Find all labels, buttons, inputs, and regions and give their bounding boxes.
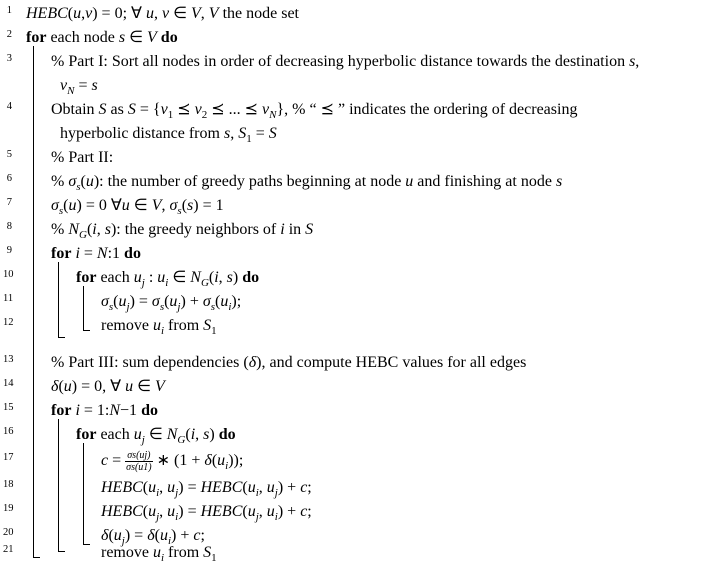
block-rule-part3-inner [83, 443, 84, 545]
line-text: HEBC(u,v) = 0; ∀ u, v ∈ V, V the node set [26, 5, 299, 22]
line-number: 17 [3, 452, 14, 463]
line-number: 4 [6, 101, 12, 112]
line-text: c = $\frac{\sigma s(uj)}{\sigma s(u1)}$ ∗ $(1 + \delta(u_i))$; [101, 449, 244, 473]
line-text: % Part I: Sort all nodes in order of decreasing hyperbolic distance towards the destination s, [51, 53, 640, 70]
line-12 [0, 314, 715, 338]
line-10 [0, 266, 715, 290]
line-7 [0, 194, 715, 218]
line-6 [0, 170, 715, 194]
line-2 [0, 26, 715, 50]
line-text: for each node s ∈ V do [26, 29, 178, 46]
line-text: remove $u_i$ from $S_1$ [101, 317, 217, 338]
line-number: 12 [3, 317, 14, 328]
line-number: 21 [3, 544, 14, 555]
line-19 [0, 500, 715, 524]
line-text: hyperbolic distance from s, $S_1 = S$ [60, 125, 277, 146]
line-14 [0, 375, 715, 399]
line-number: 19 [3, 503, 14, 514]
block-rule-part2-inner-end [83, 330, 90, 331]
line-11 [0, 290, 715, 314]
line-number: 18 [3, 479, 14, 490]
line-8 [0, 218, 715, 242]
line-9 [0, 242, 715, 266]
fraction [125, 450, 152, 473]
line-number: 13 [3, 354, 14, 365]
line-number: 16 [3, 426, 14, 437]
line-number: 1 [6, 5, 12, 16]
block-rule-outer [33, 46, 34, 558]
line-number: 11 [3, 293, 14, 304]
line-15 [0, 399, 715, 423]
line-number: 6 [6, 173, 12, 184]
line-text: $\delta(u_j) = \delta(u_i) + c$; [101, 527, 205, 548]
line-17 [0, 449, 715, 473]
fraction-numerator: σs(uj) [125, 450, 152, 462]
line-number: 3 [6, 53, 12, 64]
line-number: 8 [6, 221, 12, 232]
block-rule-part3 [58, 419, 59, 552]
block-rule-part3-inner-end [83, 544, 90, 545]
line-number: 10 [3, 269, 14, 280]
line-3 [0, 50, 715, 74]
fraction-denominator: σs(u1) [126, 461, 152, 473]
line-text: remove $u_i$ from $S_1$ [101, 544, 217, 565]
block-rule-part2-inner [83, 286, 84, 331]
line-text: % Part II: [51, 149, 114, 166]
line-21 [0, 541, 715, 565]
block-rule-part3-end [58, 551, 65, 552]
line-text: Obtain S as $S = \{v_1$ ⪯ $v_2$ ⪯ ... ⪯ $v_N$}, % “ ⪯ ” indicates the ordering of decreasing [51, 101, 578, 122]
line-number: 5 [6, 149, 12, 160]
line-text: for i = N:1 do [51, 245, 141, 262]
line-18 [0, 476, 715, 500]
line-text: for each $u_j$ : $u_i$ ∈ $N_G(i$, s) do [76, 269, 260, 290]
line-5 [0, 146, 715, 170]
block-rule-outer-end [33, 557, 40, 558]
line-number: 9 [6, 245, 12, 256]
line-16 [0, 423, 715, 447]
line-text: % $\sigma_s(u)$: the number of greedy paths beginning at node u and finishing at node s [51, 173, 563, 194]
block-rule-part2-end [58, 337, 65, 338]
line-number: 7 [6, 197, 12, 208]
line-text: $HEBC(u_j$, $u_i$) = $HEBC(u_j$, $u_i) + c$; [101, 503, 312, 524]
line-text: % $N_G(i$, s): the greedy neighbors of i in S [51, 221, 314, 242]
line-number: 2 [6, 29, 12, 40]
line-number: 15 [3, 402, 14, 413]
line-4 [0, 98, 715, 122]
line-text: $\sigma_s(u_j) = \sigma_s(u_j) + \sigma_s(u_i)$; [101, 293, 242, 314]
line-text: $\sigma_s(u) = 0$ ∀u ∈ V, $\sigma_s(s) = 1$ [51, 197, 224, 218]
line-text: $HEBC(u_i$, $u_j$) = $HEBC(u_i$, $u_j) + c$; [101, 479, 312, 500]
line-text: δ(u) = 0, ∀ u ∈ V [51, 378, 165, 395]
line-1 [0, 2, 715, 26]
line-13 [0, 351, 715, 375]
line-3-cont [0, 74, 715, 98]
line-number: 20 [3, 527, 14, 538]
line-number: 14 [3, 378, 14, 389]
block-rule-part2 [58, 262, 59, 338]
line-text: $v_N = s$ [60, 77, 98, 98]
line-text: for each $u_j$ ∈ $N_G(i$, s) do [76, 426, 236, 447]
line-text: for i = 1:N−1 do [51, 402, 158, 419]
line-4-cont [0, 122, 715, 146]
line-text: % Part III: sum dependencies (δ), and compute HEBC values for all edges [51, 354, 527, 371]
